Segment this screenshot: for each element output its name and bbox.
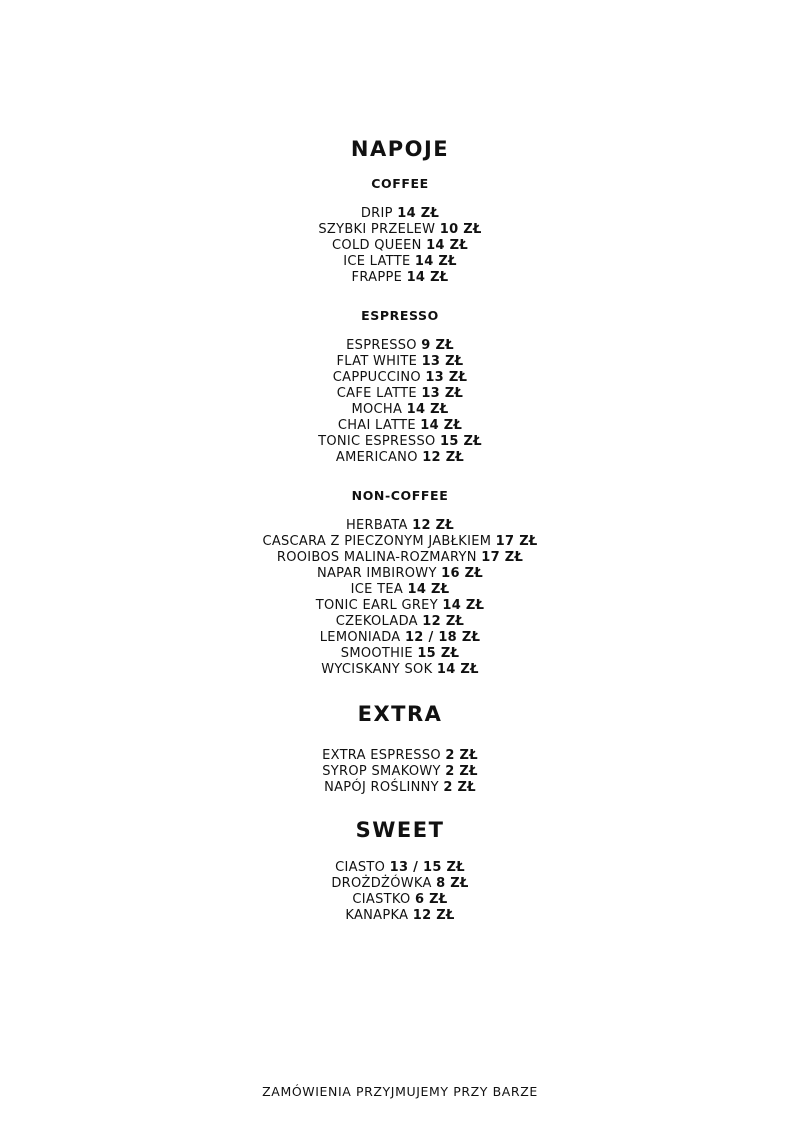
extra-list	[0, 748, 800, 796]
menu-item	[0, 646, 800, 662]
item-name: TONIC EARL GREY	[315, 598, 438, 613]
sweet-list	[0, 860, 800, 924]
menu-item	[0, 434, 800, 450]
item-price: 2 ZŁ	[445, 748, 478, 763]
item-price: 12 ZŁ	[412, 518, 455, 533]
item-price: 14 ZŁ	[397, 206, 440, 221]
menu-item	[0, 630, 800, 646]
item-price: 2 ZŁ	[443, 780, 476, 795]
item-name: AMERICANO	[335, 450, 418, 465]
menu-item	[0, 370, 800, 386]
item-price: 12 ZŁ	[422, 614, 465, 629]
item-price: 14 ZŁ	[406, 270, 449, 285]
menu-item	[0, 582, 800, 598]
item-name: HERBATA	[345, 518, 408, 533]
subsection-title-espresso: ESPRESSO	[361, 308, 439, 323]
item-name: CHAI LATTE	[337, 418, 416, 433]
item-name: DRIP	[360, 206, 393, 221]
menu-item	[0, 518, 800, 534]
item-name: ICE TEA	[350, 582, 404, 597]
item-name: CASCARA Z PIECZONYM JABŁKIEM	[262, 534, 492, 549]
item-name: COLD QUEEN	[332, 238, 422, 253]
section-title-extra: EXTRA	[357, 702, 443, 726]
item-price: 14 ZŁ	[436, 662, 479, 677]
item-price: 13 ZŁ	[425, 370, 468, 385]
menu-item	[0, 550, 800, 566]
item-name: ROOIBOS MALINA-ROZMARYN	[276, 550, 477, 565]
item-name: WYCISKANY SOK	[321, 662, 433, 677]
item-price: 9 ZŁ	[421, 338, 454, 353]
item-name: ICE LATTE	[343, 254, 411, 269]
menu-item	[0, 598, 800, 614]
item-name: FLAT WHITE	[336, 354, 418, 369]
item-price: 13 ZŁ	[421, 386, 464, 401]
menu-item	[0, 780, 800, 796]
item-price: 6 ZŁ	[415, 892, 448, 907]
item-name: NAPÓJ ROŚLINNY	[324, 780, 439, 795]
item-price: 12 ZŁ	[422, 450, 465, 465]
item-price: 15 ZŁ	[439, 434, 482, 449]
subsection-title-non-coffee: NON-COFFEE	[351, 488, 449, 503]
menu-item	[0, 614, 800, 630]
item-name: KANAPKA	[345, 908, 409, 923]
item-name: SYROP SMAKOWY	[322, 764, 441, 779]
item-price: 14 ZŁ	[406, 402, 449, 417]
item-name: DROŻDŻÓWKA	[331, 876, 432, 891]
menu-item	[0, 338, 800, 354]
item-name: CIASTKO	[352, 892, 411, 907]
item-price: 13 / 15 ZŁ	[389, 860, 465, 875]
menu-item	[0, 534, 800, 550]
menu-item	[0, 876, 800, 892]
item-name: ESPRESSO	[346, 338, 417, 353]
item-price: 15 ZŁ	[417, 646, 460, 661]
item-price: 10 ZŁ	[439, 222, 482, 237]
menu-item	[0, 892, 800, 908]
item-name: LEMONIADA	[319, 630, 401, 645]
item-price: 12 / 18 ZŁ	[404, 630, 481, 645]
item-name: CAFE LATTE	[336, 386, 417, 401]
item-name: SMOOTHIE	[340, 646, 413, 661]
menu-item	[0, 764, 800, 780]
menu-item	[0, 566, 800, 582]
menu-item	[0, 450, 800, 466]
footer-note: ZAMÓWIENIA PRZYJMUJEMY PRZY BARZE	[262, 1084, 538, 1099]
menu-item	[0, 270, 800, 286]
menu-item	[0, 254, 800, 270]
item-name: SZYBKI PRZELEW	[318, 222, 436, 237]
item-name: EXTRA ESPRESSO	[322, 748, 441, 763]
non-coffee-list	[0, 518, 800, 678]
item-price: 8 ZŁ	[436, 876, 469, 891]
menu-item	[0, 206, 800, 222]
item-price: 2 ZŁ	[445, 764, 478, 779]
menu-item	[0, 418, 800, 434]
menu-item	[0, 748, 800, 764]
menu-item	[0, 354, 800, 370]
item-price: 14 ZŁ	[407, 582, 450, 597]
item-price: 12 ZŁ	[412, 908, 455, 923]
item-price: 14 ZŁ	[414, 254, 457, 269]
item-name: CZEKOLADA	[335, 614, 418, 629]
item-name: CIASTO	[335, 860, 386, 875]
item-name: NAPAR IMBIROWY	[316, 566, 437, 581]
espresso-list	[0, 338, 800, 466]
item-name: MOCHA	[351, 402, 403, 417]
item-price: 14 ZŁ	[420, 418, 463, 433]
menu-item	[0, 222, 800, 238]
item-price: 14 ZŁ	[426, 238, 468, 253]
item-name: FRAPPE	[351, 270, 403, 285]
subsection-title-coffee: COFFEE	[371, 176, 429, 191]
item-name: TONIC ESPRESSO	[318, 434, 436, 449]
menu-item	[0, 662, 800, 678]
item-price: 13 ZŁ	[421, 354, 464, 369]
menu-item	[0, 908, 800, 924]
item-price: 17 ZŁ	[481, 550, 524, 565]
coffee-list	[0, 206, 800, 286]
menu-item	[0, 860, 800, 876]
item-name: CAPPUCCINO	[332, 370, 421, 385]
section-title-sweet: SWEET	[355, 818, 445, 842]
item-price: 16 ZŁ	[441, 566, 484, 581]
menu	[0, 133, 800, 924]
item-price: 14 ZŁ	[442, 598, 485, 613]
item-price: 17 ZŁ	[495, 534, 538, 549]
menu-item	[0, 386, 800, 402]
menu-item	[0, 402, 800, 418]
section-title-napoje: NAPOJE	[350, 137, 450, 161]
menu-item	[0, 238, 800, 254]
